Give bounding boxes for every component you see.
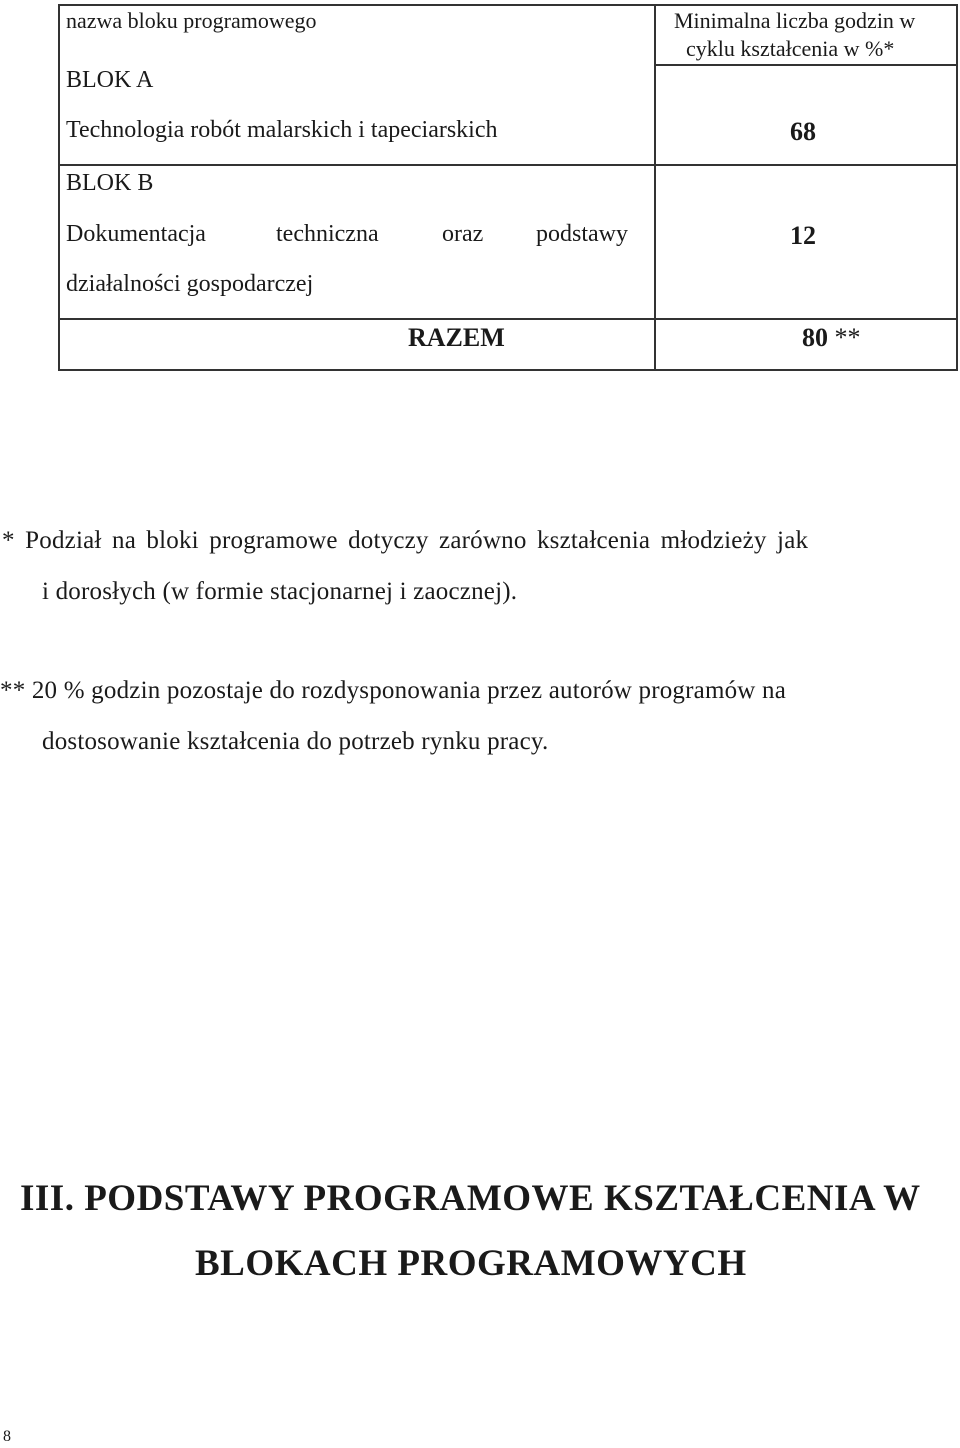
total-value-text: ** [828,323,861,352]
block-a-value: 68 [790,117,816,146]
table-header-right-line2: cyklu kształcenia w %* [686,36,895,61]
section-heading-line2: BLOKACH PROGRAMOWYCH [195,1243,747,1284]
table-header-left: nazwa bloku programowego [66,8,317,33]
block-b-word-4: podstawy [536,221,628,247]
table-row-divider-b [58,318,958,320]
footnote-1-line1: * Podział na bloki programowe dotyczy zarówno kształcenia młodzieży jak [2,527,809,554]
block-b-value: 12 [790,221,816,250]
total-value-number: 80 [802,323,828,352]
block-b-label: BLOK B [66,170,154,196]
total-label: RAZEM [408,323,505,352]
table-header-right-line1: Minimalna liczba godzin w [674,8,916,33]
footnote-2-line2: dostosowanie kształcenia do potrzeb rynku pracy. [42,728,549,755]
table-header-divider [655,64,958,66]
table-row-divider-a [58,164,958,166]
block-a-name: Technologia robót malarskich i tapeciarskich [66,117,498,143]
table-column-divider [654,4,656,371]
block-b-name-line2: działalności gospodarczej [66,271,314,297]
footnote-1-line2: i dorosłych (w formie stacjonarnej i zaocznej). [42,578,518,605]
block-b-word-1: Dokumentacja [66,221,206,247]
block-a-label: BLOK A [66,67,154,93]
block-b-word-3: oraz [442,221,484,247]
footnote-2-line1: ** 20 % godzin pozostaje do rozdysponowania przez autorów programów na [0,677,786,704]
page-number: 8 [3,1428,11,1445]
block-b-word-2: techniczna [276,221,379,247]
section-heading-line1: III. PODSTAWY PROGRAMOWE KSZTAŁCENIA W [20,1178,921,1219]
total-value [802,323,861,353]
